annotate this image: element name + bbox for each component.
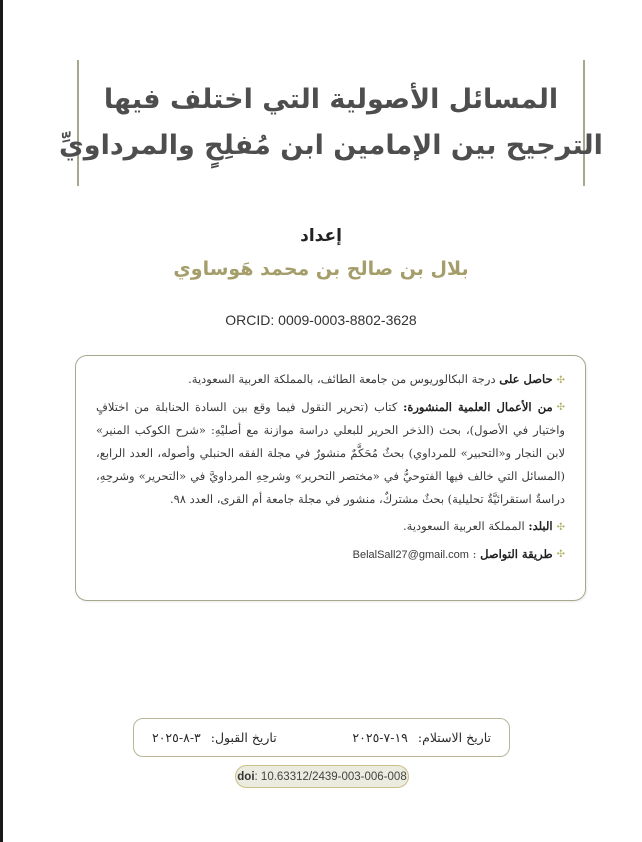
- author-info-box: [75, 355, 586, 601]
- info-item-country: [96, 515, 565, 539]
- info-text: درجة البكالوريوس من جامعة الطائف، بالمملكة العربية السعودية.: [188, 372, 500, 386]
- info-item-degree: [96, 368, 565, 392]
- accepted-date: [152, 730, 277, 745]
- received-label: تاريخ الاستلام:: [417, 730, 491, 745]
- received-value: ١٩-٧-٢٠٢٥: [352, 730, 408, 745]
- contact-email-link[interactable]: BelalSall27@gmail.com: [352, 548, 469, 561]
- doi-value: : 10.63312/2439-003-006-008: [254, 770, 407, 783]
- info-label: طريقة التواصل: [480, 546, 553, 561]
- doi-badge[interactable]: [235, 765, 409, 788]
- bullet-icon: ✣: [556, 549, 565, 560]
- accepted-value: ٣-٨-٢٠٢٥: [152, 730, 201, 745]
- info-label: حاصل على: [499, 372, 553, 386]
- info-text: :: [468, 546, 481, 561]
- doi-label: doi: [237, 770, 255, 783]
- bullet-icon: ✣: [556, 374, 565, 386]
- title-block: [59, 60, 603, 186]
- received-date: [352, 730, 491, 745]
- info-item-publications: [96, 396, 565, 512]
- orcid-id: ORCID: 0009-0003-8802-3628: [225, 312, 417, 328]
- dates-box: [133, 718, 510, 757]
- prepared-by-label: إعداد: [300, 226, 342, 246]
- author-name: بلال بن صالح بن محمد هَوساوي: [173, 258, 469, 280]
- title-line-1: المسائل الأصولية التي اختلف فيها: [103, 84, 559, 115]
- bullet-icon: ✣: [556, 521, 565, 533]
- accepted-label: تاريخ القبول:: [210, 730, 277, 745]
- info-label: من الأعمال العلمية المنشورة:: [403, 399, 553, 414]
- title-line-2: الترجيح بين الإمامين ابن مُفلِحٍ والمرداويِّ: [59, 130, 603, 161]
- info-label: البلد:: [528, 519, 553, 533]
- info-text: كتاب (تحرير النقول فيما وقع بين السادة الحنابلة من اختلافٍ واختيار في الأصول)، بحث (الذخر الحرير للبعلي دراسة موازنة مع أصليْهِ: «شرح الكوكب المنير» لابن النجار و«التحبير» للمرداوي) بحثٌ مُحَكَّمٌ منشورٌ في مجلة الفقه الحنبلي وأصوله، العدد الرابع، (المسائل التي خالف فيها الفتوحيُّ في «مختصر التحرير» وشرحِهِ المرداويَّ في «التحرير» وشرحِهِ، دراسةٌ استقرائيَّةٌ تحليلية) بحثٌ مشتركٌ، منشور في مجلة جامعة أم القرى، العدد ٩٨.: [96, 399, 565, 506]
- info-item-contact: [96, 543, 565, 567]
- info-text: المملكة العربية السعودية.: [403, 519, 529, 533]
- bullet-icon: ✣: [556, 402, 566, 413]
- page-left-edge: [0, 0, 3, 842]
